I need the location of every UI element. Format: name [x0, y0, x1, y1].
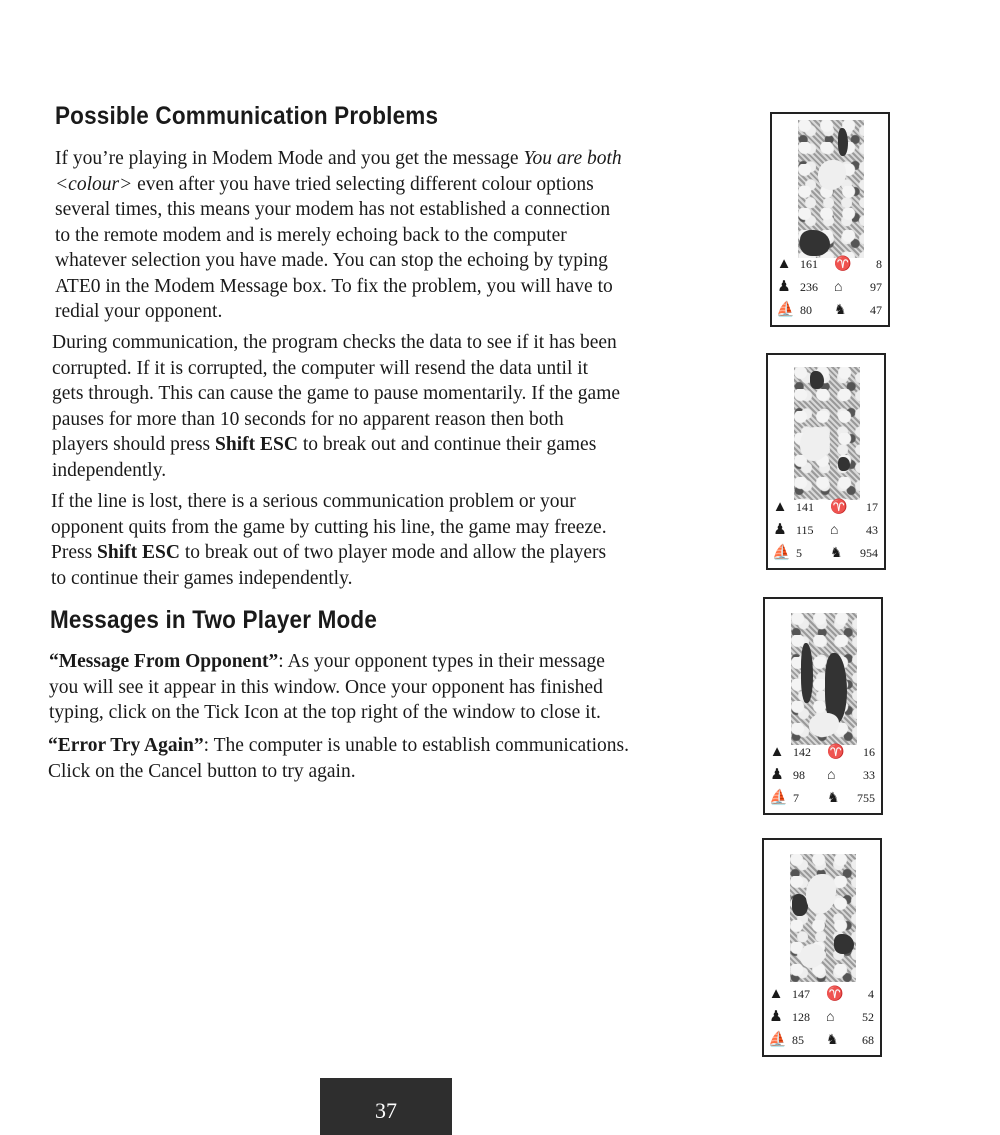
text-run: to the remote modem and is merely echoing back to the computer: [55, 224, 567, 246]
page-number-box: [320, 1078, 452, 1135]
text-run: to break out and continue their games: [297, 434, 597, 455]
sheep-count: 4: [868, 987, 874, 1001]
bird-icon: ♞: [826, 1033, 839, 1048]
status-panel-3: [763, 597, 883, 815]
tree-icon: ▲: [776, 256, 792, 272]
boat-icon: ⛵: [772, 545, 791, 561]
birds-count: 954: [860, 546, 878, 560]
boats-count: 85: [792, 1033, 804, 1047]
text-run: gets through. This can cause the game to pause momentarily. If the game: [52, 383, 621, 404]
text-run: independently.: [52, 459, 167, 481]
text-run: Press: [51, 542, 98, 563]
map-thumbnail: [791, 613, 857, 745]
trees-count: 141: [796, 500, 814, 514]
page-number: 37: [375, 1098, 397, 1123]
houses-count: 52: [862, 1010, 874, 1024]
bird-icon: ♞: [827, 791, 840, 806]
status-stats: [776, 253, 882, 322]
person-icon: ♟: [773, 522, 787, 538]
house-icon: ⌂: [826, 1010, 835, 1025]
paragraph-data-corruption: [52, 330, 752, 483]
status-panel-1: [770, 112, 890, 327]
map-thumbnail: [798, 120, 864, 258]
text-run: : The computer is unable to establish communications.: [203, 735, 629, 756]
people-count: 115: [796, 523, 814, 537]
text-run: : As your opponent types in their message: [278, 651, 605, 672]
paragraph-line-lost: [51, 489, 751, 591]
text-run: Click on the Cancel button to try again.: [48, 760, 356, 782]
paragraph-modem-echo: [55, 146, 755, 325]
text-run: you will see it appear in this window. Once your opponent has finished: [49, 676, 603, 698]
text-run: If the line is lost, there is a serious communication problem or your: [51, 491, 576, 512]
people-count: 236: [800, 280, 818, 294]
italic-text: You are both: [523, 148, 622, 169]
bold-text: “Error Try Again”: [48, 735, 204, 756]
trees-count: 161: [800, 257, 818, 271]
bold-text: Shift ESC: [97, 542, 180, 563]
person-icon: ♟: [770, 767, 784, 783]
trees-count: 147: [792, 987, 810, 1001]
text-run: players should press: [52, 434, 216, 455]
section-heading-communication-problems: Possible Communication Problems: [55, 102, 439, 130]
sheep-icon: ♈: [834, 257, 852, 272]
boat-icon: ⛵: [769, 790, 788, 806]
boats-count: 7: [793, 791, 799, 805]
people-count: 98: [793, 768, 805, 782]
section-heading-messages-two-player: Messages in Two Player Mode: [50, 606, 378, 634]
status-stats: [769, 741, 875, 810]
trees-count: 142: [793, 745, 811, 759]
house-icon: ⌂: [830, 523, 839, 538]
bird-icon: ♞: [834, 303, 847, 318]
text-run: to break out of two player mode and allow the players: [179, 542, 607, 563]
tree-icon: ▲: [768, 986, 784, 1002]
bird-icon: ♞: [830, 546, 843, 561]
people-count: 128: [792, 1010, 810, 1024]
text-run: During communication, the program checks the data to see if it has been: [52, 332, 617, 353]
sheep-count: 16: [863, 745, 875, 759]
birds-count: 68: [862, 1033, 874, 1047]
text-run: to continue their games independently.: [51, 567, 353, 589]
house-icon: ⌂: [827, 768, 836, 783]
houses-count: 97: [870, 280, 882, 294]
text-run: ATE0 in the Modem Message box. To fix the problem, you will have to: [55, 275, 613, 297]
birds-count: 755: [857, 791, 875, 805]
birds-count: 47: [870, 303, 882, 317]
paragraph-error-try-again: [48, 733, 748, 784]
status-stats: [768, 983, 874, 1052]
text-run: corrupted. If it is corrupted, the computer will resend the data until it: [52, 357, 589, 379]
text-run: several times, this means your modem has not established a connection: [55, 199, 611, 220]
text-run: even after you have tried selecting different colour options: [132, 173, 594, 195]
text-run: pauses for more than 10 seconds for no apparent reason then both: [52, 408, 564, 430]
status-panel-4: [762, 838, 882, 1057]
italic-text: <colour>: [55, 173, 133, 195]
house-icon: ⌂: [834, 280, 843, 295]
boats-count: 5: [796, 546, 802, 560]
status-panel-2: [766, 353, 886, 570]
paragraph-message-from-opponent: [49, 649, 749, 726]
tree-icon: ▲: [769, 744, 785, 760]
text-run: opponent quits from the game by cutting his line, the game may freeze.: [51, 516, 607, 538]
text-run: whatever selection you have made. You can stop the echoing by typing: [55, 250, 608, 271]
sheep-icon: ♈: [830, 500, 848, 515]
sheep-count: 8: [876, 257, 882, 271]
tree-icon: ▲: [772, 499, 788, 515]
boat-icon: ⛵: [768, 1032, 787, 1048]
houses-count: 33: [863, 768, 875, 782]
status-stats: [772, 496, 878, 565]
boats-count: 80: [800, 303, 812, 317]
boat-icon: ⛵: [776, 302, 795, 318]
text-run: redial your opponent.: [55, 301, 223, 322]
text-run: typing, click on the Tick Icon at the top right of the window to close it.: [49, 702, 601, 723]
sheep-icon: ♈: [827, 745, 845, 760]
sheep-count: 17: [866, 500, 878, 514]
text-run: If you’re playing in Modem Mode and you get the message: [55, 148, 524, 169]
person-icon: ♟: [777, 279, 791, 295]
map-thumbnail: [790, 854, 856, 982]
bold-text: Shift ESC: [215, 434, 298, 455]
houses-count: 43: [866, 523, 878, 537]
person-icon: ♟: [769, 1009, 783, 1025]
sheep-icon: ♈: [826, 987, 844, 1002]
map-thumbnail: [794, 367, 860, 500]
bold-text: “Message From Opponent”: [49, 651, 279, 672]
